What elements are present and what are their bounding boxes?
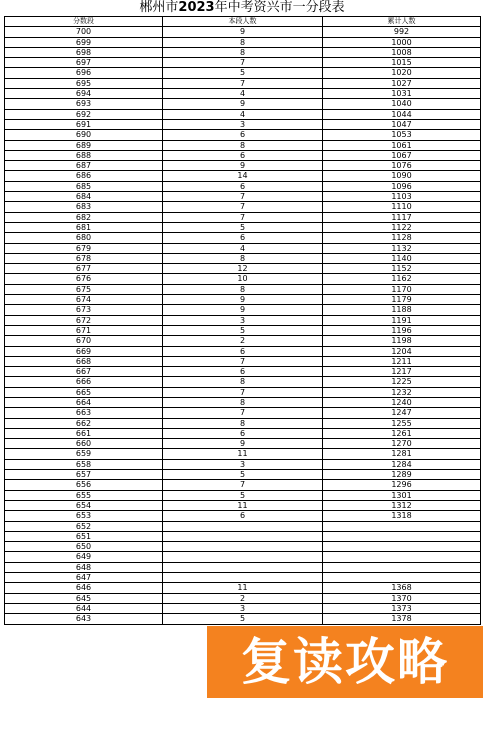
cell-count: 11 — [163, 583, 323, 593]
cell-cumulative: 1061 — [323, 140, 481, 150]
table-row — [5, 37, 481, 47]
header-cumulative: 累计人数 — [323, 17, 481, 27]
table-row — [5, 336, 481, 346]
cell-count: 4 — [163, 89, 323, 99]
cell-score: 651 — [5, 531, 163, 541]
cell-count: 8 — [163, 37, 323, 47]
cell-cumulative: 1217 — [323, 367, 481, 377]
cell-count: 9 — [163, 439, 323, 449]
table-row — [5, 222, 481, 232]
cell-score: 666 — [5, 377, 163, 387]
cell-count: 9 — [163, 305, 323, 315]
cell-cumulative — [323, 521, 481, 531]
cell-cumulative: 1044 — [323, 109, 481, 119]
cell-score: 681 — [5, 222, 163, 232]
table-row — [5, 583, 481, 593]
cell-cumulative: 1040 — [323, 99, 481, 109]
table-row — [5, 161, 481, 171]
cell-score: 644 — [5, 603, 163, 613]
cell-count — [163, 552, 323, 562]
cell-cumulative: 1179 — [323, 295, 481, 305]
cell-score: 693 — [5, 99, 163, 109]
cell-count: 14 — [163, 171, 323, 181]
table-row — [5, 511, 481, 521]
cell-score: 660 — [5, 439, 163, 449]
cell-cumulative: 1373 — [323, 603, 481, 613]
cell-score: 665 — [5, 387, 163, 397]
title-prefix: 郴州市 — [139, 0, 179, 15]
cell-cumulative: 1128 — [323, 233, 481, 243]
table-row — [5, 552, 481, 562]
score-table — [4, 16, 481, 625]
cell-count: 11 — [163, 500, 323, 510]
cell-cumulative: 1031 — [323, 89, 481, 99]
cell-cumulative: 1096 — [323, 181, 481, 191]
cell-cumulative: 1090 — [323, 171, 481, 181]
cell-cumulative — [323, 552, 481, 562]
table-row — [5, 367, 481, 377]
cell-score: 657 — [5, 470, 163, 480]
cell-count: 5 — [163, 325, 323, 335]
table-row — [5, 521, 481, 531]
cell-score: 654 — [5, 500, 163, 510]
cell-score: 680 — [5, 233, 163, 243]
cell-score: 656 — [5, 480, 163, 490]
cell-count: 5 — [163, 222, 323, 232]
cell-score: 646 — [5, 583, 163, 593]
cell-score: 698 — [5, 47, 163, 57]
cell-count: 4 — [163, 243, 323, 253]
table-row — [5, 68, 481, 78]
cell-count: 7 — [163, 192, 323, 202]
cell-score: 662 — [5, 418, 163, 428]
table-row — [5, 500, 481, 510]
cell-score: 691 — [5, 119, 163, 129]
cell-score: 661 — [5, 428, 163, 438]
table-row — [5, 408, 481, 418]
cell-cumulative: 1067 — [323, 150, 481, 160]
cell-count: 7 — [163, 356, 323, 366]
cell-cumulative: 1211 — [323, 356, 481, 366]
cell-score: 663 — [5, 408, 163, 418]
table-row — [5, 346, 481, 356]
cell-cumulative: 1027 — [323, 78, 481, 88]
cell-count: 3 — [163, 603, 323, 613]
cell-count: 8 — [163, 140, 323, 150]
cell-count: 8 — [163, 253, 323, 263]
table-row — [5, 171, 481, 181]
cell-count: 5 — [163, 490, 323, 500]
table-row — [5, 377, 481, 387]
cell-score: 648 — [5, 562, 163, 572]
cell-count: 9 — [163, 27, 323, 37]
cell-count — [163, 521, 323, 531]
cell-score: 679 — [5, 243, 163, 253]
cell-count: 7 — [163, 78, 323, 88]
table-row — [5, 274, 481, 284]
table-row — [5, 531, 481, 541]
cell-cumulative: 1140 — [323, 253, 481, 263]
table-row — [5, 89, 481, 99]
cell-score: 664 — [5, 397, 163, 407]
table-row — [5, 325, 481, 335]
table-row — [5, 99, 481, 109]
cell-count: 7 — [163, 387, 323, 397]
table-row — [5, 47, 481, 57]
cell-cumulative: 1368 — [323, 583, 481, 593]
table-row — [5, 397, 481, 407]
cell-count: 9 — [163, 161, 323, 171]
cell-count: 9 — [163, 295, 323, 305]
title-suffix: 年中考资兴市一分段表 — [214, 0, 345, 15]
cell-score: 700 — [5, 27, 163, 37]
cell-count: 3 — [163, 459, 323, 469]
table-row — [5, 150, 481, 160]
cell-count: 4 — [163, 109, 323, 119]
watermark-text: 复读攻略 — [241, 633, 449, 691]
cell-count: 12 — [163, 264, 323, 274]
cell-score: 650 — [5, 542, 163, 552]
cell-count: 6 — [163, 150, 323, 160]
table-header-row — [5, 17, 481, 27]
cell-cumulative: 1281 — [323, 449, 481, 459]
cell-cumulative: 1132 — [323, 243, 481, 253]
cell-count: 7 — [163, 202, 323, 212]
table-row — [5, 439, 481, 449]
cell-score: 668 — [5, 356, 163, 366]
table-row — [5, 181, 481, 191]
header-count: 本段人数 — [163, 17, 323, 27]
cell-count: 6 — [163, 181, 323, 191]
cell-count: 6 — [163, 346, 323, 356]
cell-score: 683 — [5, 202, 163, 212]
cell-count: 8 — [163, 418, 323, 428]
cell-count: 7 — [163, 408, 323, 418]
cell-score: 687 — [5, 161, 163, 171]
table-row — [5, 562, 481, 572]
cell-score: 688 — [5, 150, 163, 160]
cell-score: 653 — [5, 511, 163, 521]
cell-score: 669 — [5, 346, 163, 356]
cell-score: 690 — [5, 130, 163, 140]
cell-cumulative: 1255 — [323, 418, 481, 428]
cell-cumulative: 1015 — [323, 58, 481, 68]
table-row — [5, 192, 481, 202]
table-row — [5, 387, 481, 397]
cell-count: 8 — [163, 284, 323, 294]
table-row — [5, 490, 481, 500]
cell-score: 675 — [5, 284, 163, 294]
cell-cumulative: 992 — [323, 27, 481, 37]
cell-cumulative: 1053 — [323, 130, 481, 140]
cell-score: 667 — [5, 367, 163, 377]
title-year: 2023 — [178, 0, 215, 15]
cell-cumulative — [323, 531, 481, 541]
cell-score: 645 — [5, 593, 163, 603]
cell-count: 6 — [163, 233, 323, 243]
cell-cumulative: 1225 — [323, 377, 481, 387]
cell-score: 658 — [5, 459, 163, 469]
table-row — [5, 614, 481, 624]
cell-cumulative: 1198 — [323, 336, 481, 346]
cell-cumulative: 1232 — [323, 387, 481, 397]
cell-count: 5 — [163, 614, 323, 624]
cell-count: 6 — [163, 511, 323, 521]
cell-score: 694 — [5, 89, 163, 99]
table-row — [5, 542, 481, 552]
cell-count: 6 — [163, 130, 323, 140]
cell-score: 673 — [5, 305, 163, 315]
cell-cumulative: 1204 — [323, 346, 481, 356]
cell-count: 8 — [163, 47, 323, 57]
cell-score: 649 — [5, 552, 163, 562]
cell-score: 655 — [5, 490, 163, 500]
cell-count: 5 — [163, 470, 323, 480]
cell-count — [163, 531, 323, 541]
cell-cumulative: 1152 — [323, 264, 481, 274]
table-body — [5, 27, 481, 624]
cell-cumulative: 1000 — [323, 37, 481, 47]
cell-cumulative — [323, 573, 481, 583]
cell-count: 3 — [163, 119, 323, 129]
cell-cumulative: 1247 — [323, 408, 481, 418]
cell-cumulative: 1103 — [323, 192, 481, 202]
cell-score: 678 — [5, 253, 163, 263]
cell-count: 9 — [163, 99, 323, 109]
cell-score: 643 — [5, 614, 163, 624]
cell-count: 8 — [163, 377, 323, 387]
table-row — [5, 243, 481, 253]
header-score: 分数段 — [5, 17, 163, 27]
cell-score: 677 — [5, 264, 163, 274]
cell-count: 3 — [163, 315, 323, 325]
cell-cumulative: 1191 — [323, 315, 481, 325]
table-row — [5, 264, 481, 274]
table-row — [5, 459, 481, 469]
cell-score: 659 — [5, 449, 163, 459]
table-row — [5, 418, 481, 428]
table-row — [5, 573, 481, 583]
cell-cumulative: 1110 — [323, 202, 481, 212]
cell-count: 10 — [163, 274, 323, 284]
cell-score: 697 — [5, 58, 163, 68]
cell-count: 8 — [163, 397, 323, 407]
table-row — [5, 470, 481, 480]
cell-cumulative: 1196 — [323, 325, 481, 335]
table-row — [5, 58, 481, 68]
table-row — [5, 212, 481, 222]
cell-count: 7 — [163, 212, 323, 222]
cell-count: 6 — [163, 428, 323, 438]
cell-cumulative: 1318 — [323, 511, 481, 521]
cell-score: 647 — [5, 573, 163, 583]
table-row — [5, 233, 481, 243]
cell-cumulative: 1162 — [323, 274, 481, 284]
cell-count — [163, 562, 323, 572]
table-row — [5, 315, 481, 325]
cell-score: 682 — [5, 212, 163, 222]
cell-score: 676 — [5, 274, 163, 284]
cell-score: 695 — [5, 78, 163, 88]
cell-count: 2 — [163, 336, 323, 346]
table-row — [5, 78, 481, 88]
cell-cumulative: 1020 — [323, 68, 481, 78]
cell-cumulative: 1270 — [323, 439, 481, 449]
cell-cumulative: 1296 — [323, 480, 481, 490]
cell-score: 674 — [5, 295, 163, 305]
table-row — [5, 295, 481, 305]
table-row — [5, 109, 481, 119]
table-row — [5, 356, 481, 366]
table-row — [5, 27, 481, 37]
cell-count: 6 — [163, 367, 323, 377]
table-row — [5, 305, 481, 315]
cell-cumulative: 1378 — [323, 614, 481, 624]
cell-cumulative: 1117 — [323, 212, 481, 222]
table-row — [5, 593, 481, 603]
cell-cumulative: 1076 — [323, 161, 481, 171]
cell-cumulative: 1188 — [323, 305, 481, 315]
cell-score: 689 — [5, 140, 163, 150]
cell-cumulative: 1370 — [323, 593, 481, 603]
cell-cumulative — [323, 562, 481, 572]
cell-count: 2 — [163, 593, 323, 603]
watermark-banner — [207, 626, 483, 698]
cell-score: 652 — [5, 521, 163, 531]
table-row — [5, 140, 481, 150]
table-row — [5, 253, 481, 263]
cell-cumulative: 1289 — [323, 470, 481, 480]
cell-cumulative: 1312 — [323, 500, 481, 510]
table-row — [5, 428, 481, 438]
cell-score: 684 — [5, 192, 163, 202]
cell-score: 670 — [5, 336, 163, 346]
cell-count: 11 — [163, 449, 323, 459]
cell-score: 699 — [5, 37, 163, 47]
table-row — [5, 130, 481, 140]
page-title — [0, 0, 484, 16]
cell-score: 696 — [5, 68, 163, 78]
cell-cumulative: 1122 — [323, 222, 481, 232]
cell-count: 7 — [163, 480, 323, 490]
cell-cumulative: 1047 — [323, 119, 481, 129]
cell-cumulative: 1170 — [323, 284, 481, 294]
table-row — [5, 449, 481, 459]
cell-cumulative: 1261 — [323, 428, 481, 438]
cell-count — [163, 573, 323, 583]
cell-cumulative: 1240 — [323, 397, 481, 407]
cell-cumulative: 1284 — [323, 459, 481, 469]
cell-score: 671 — [5, 325, 163, 335]
cell-score: 686 — [5, 171, 163, 181]
cell-count — [163, 542, 323, 552]
table-row — [5, 603, 481, 613]
cell-cumulative — [323, 542, 481, 552]
table-row — [5, 480, 481, 490]
cell-cumulative: 1008 — [323, 47, 481, 57]
table-row — [5, 284, 481, 294]
table-row — [5, 202, 481, 212]
cell-score: 672 — [5, 315, 163, 325]
cell-score: 685 — [5, 181, 163, 191]
cell-cumulative: 1301 — [323, 490, 481, 500]
table-row — [5, 119, 481, 129]
cell-count: 5 — [163, 68, 323, 78]
cell-score: 692 — [5, 109, 163, 119]
cell-count: 7 — [163, 58, 323, 68]
